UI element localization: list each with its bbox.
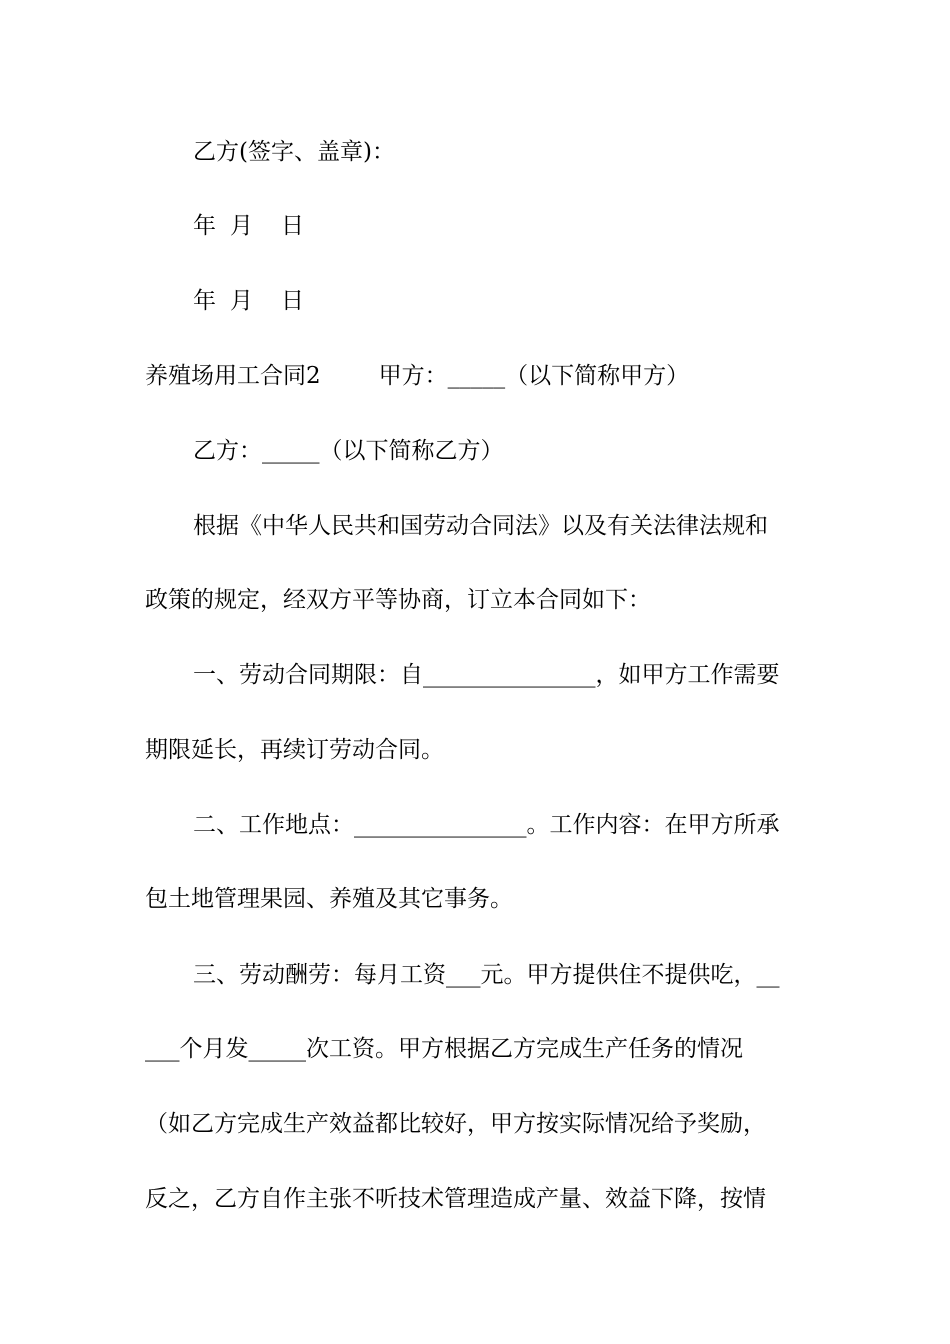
- date-year-label: 年: [193, 288, 216, 314]
- clause-2-line-1: 二、工作地点：_______________。工作内容：在甲方所承: [193, 812, 780, 838]
- basis-paragraph-line-1: 根据《中华人民共和国劳动合同法》以及有关法律法规和: [193, 513, 768, 539]
- date-day-label: 日: [281, 213, 304, 239]
- title-and-party-a-line: [145, 361, 810, 391]
- clause-3-line-2: ___个月发_____次工资。甲方根据乙方完成生产任务的情况: [145, 1036, 743, 1062]
- date-line-1: [193, 211, 810, 241]
- clause-3-line-1: 三、劳动酬劳：每月工资___元。甲方提供住不提供吃，__: [193, 962, 780, 988]
- contract-title: 养殖场用工合同2: [145, 363, 321, 389]
- basis-paragraph-line-2: 政策的规定，经双方平等协商，订立本合同如下：: [145, 587, 651, 613]
- party-a-clause: 甲方：_____（以下简称甲方）: [378, 363, 690, 389]
- clause-3-line-4: 反之，乙方自作主张不听技术管理造成产量、效益下降，按情: [145, 1186, 766, 1212]
- date-month-label: 月: [230, 288, 253, 314]
- party-b-signature-line: 乙方(签字、盖章)：: [193, 139, 395, 165]
- party-b-clause: 乙方：_____（以下简称乙方）: [193, 438, 504, 464]
- clause-2-line-2: 包土地管理果园、养殖及其它事务。: [145, 886, 513, 912]
- date-day-label: 日: [281, 288, 304, 314]
- clause-1-line-1: 一、劳动合同期限：自_______________，如甲方工作需要: [193, 662, 780, 688]
- date-year-label: 年: [193, 213, 216, 239]
- clause-3-line-3: （如乙方完成生产效益都比较好，甲方按实际情况给予奖励，: [145, 1111, 766, 1137]
- clause-1-line-2: 期限延长，再续订劳动合同。: [145, 737, 444, 763]
- date-line-2: [193, 286, 810, 316]
- date-month-label: 月: [230, 213, 253, 239]
